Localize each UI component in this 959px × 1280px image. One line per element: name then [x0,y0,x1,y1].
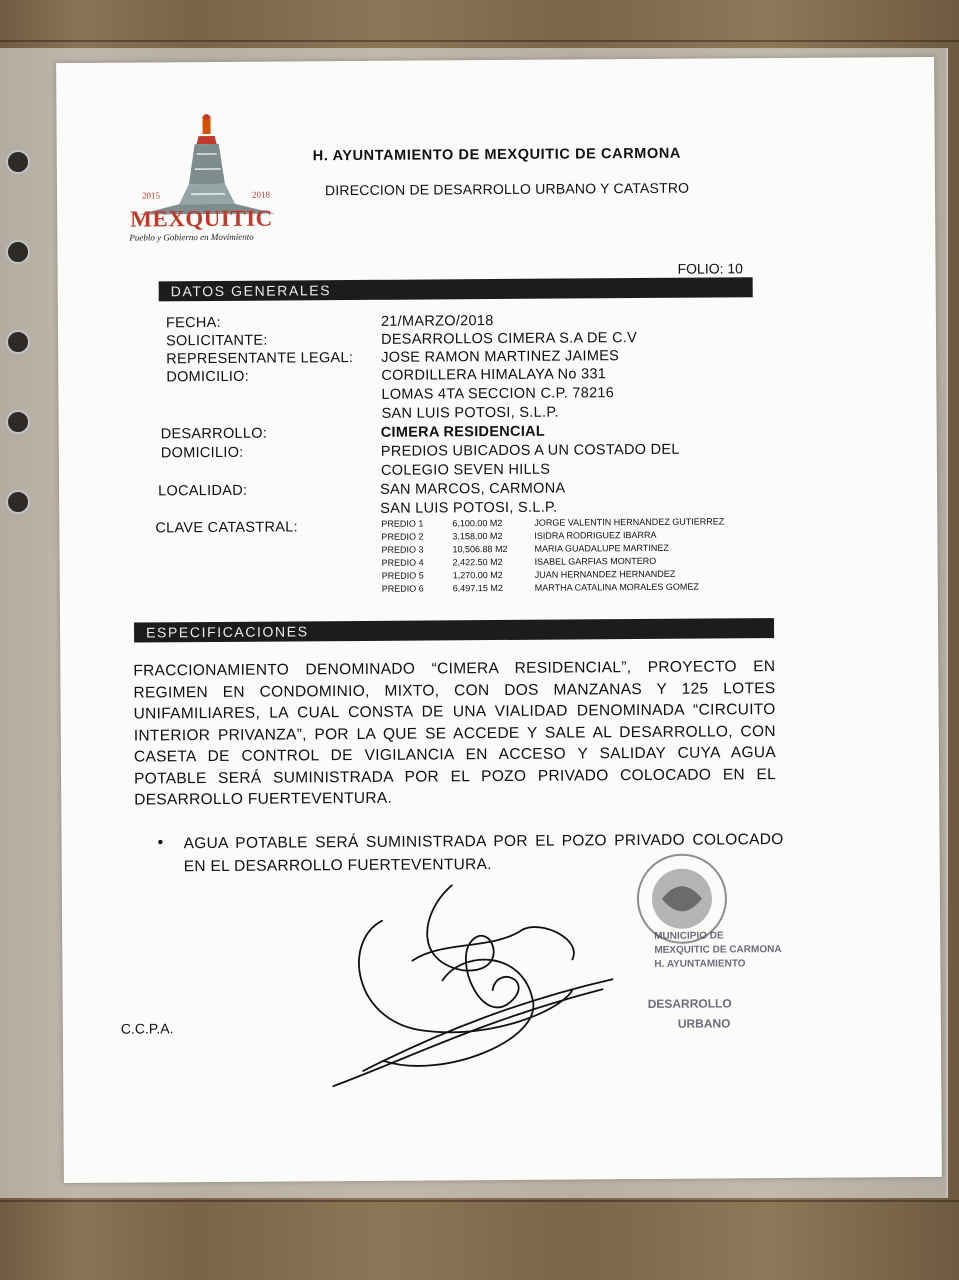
representante-value: JOSE RAMON MARTINEZ JAIMES [381,348,620,366]
document-page [56,57,942,1183]
domicilio-line-2: LOMAS 4TA SECCION C.P. 78216 [381,385,615,403]
predio-id: PREDIO 1 [381,518,424,529]
predio-area: 2,422.50 M2 [452,556,503,568]
folio-number: FOLIO: 10 [677,260,743,277]
domicilio-label: DOMICILIO: [166,368,250,386]
logo-motto: Pueblo y Gobierno en Movimiento [129,231,254,243]
predio-id: PREDIO 3 [381,544,424,555]
ccpa-label: C.C.P.A. [120,1020,174,1037]
solicitante-label: SOLICITANTE: [165,332,268,350]
predio-owner: ISABEL GARFIAS MONTERO [534,555,657,567]
fecha-label: FECHA: [165,314,221,332]
seal-text-2: MEXQUITIC DE CARMONA [654,944,782,956]
representante-label: REPRESENTANTE LEGAL: [166,350,354,368]
predio-owner: JORGE VALENTIN HERNANDEZ GUTIERREZ [534,516,725,528]
localidad-line-1: SAN MARCOS, CARMONA [380,480,566,498]
predio-area: 1,270.00 M2 [452,569,503,581]
specifications-paragraph: FRACCIONAMIENTO DENOMINADO “CIMERA RESIDENCIAL”, PROYECTO EN REGIMEN EN CONDOMINIO, MIXTO, CON DOS MANZANAS Y 125 LOTES UNIFAMILIARES, LA CUAL CONSTA DE UNA VIALIDAD DENOMINADA “CIRCUITO INTERIOR PRIVANZA”, POR LA QUE SE ACCEDE Y SALE AL DESARROLLO, CON CASETA DE CONTROL DE VIGILANCIA EN ACCESO Y SALIDAY CUYA AGUA POTABLE SERÁ SUMINISTRADA POR EL POZO PRIVADO COLOCADO EN EL DESARROLLO FUERTEVENTURA. [133,658,777,809]
localidad-label: LOCALIDAD: [158,482,248,500]
water-supply-bullet: AGUA POTABLE SERÁ SUMINISTRADA POR EL POZO PRIVADO COLOCADO EN EL DESARROLLO FUERTEVENTURA. [183,831,784,876]
section-header-general: DATOS GENERALES [159,277,753,301]
domicilio2-label: DOMICILIO: [160,444,244,462]
solicitante-value: DESARROLLOS CIMERA S.A DE C.V [380,330,638,348]
predio-owner: MARIA GUADALUPE MARTINEZ [534,542,669,554]
predio-area: 6,100.00 M2 [452,517,503,529]
predio-id: PREDIO 2 [381,531,424,542]
domicilio2-line-2: COLEGIO SEVEN HILLS [380,461,551,479]
wood-seam [0,40,959,42]
bullet-icon: • [157,834,164,852]
logo-name: MEXQUITIC [130,205,273,232]
domicilio-line-1: CORDILLERA HIMALAYA No 331 [381,366,607,384]
clave-catastral-label: CLAVE CATASTRAL: [155,519,298,537]
predio-area: 10,506.88 M2 [452,543,508,555]
localidad-line-2: SAN LUIS POTOSI, S.L.P. [380,499,558,517]
domicilio2-line-1: PREDIOS UBICADOS A UN COSTADO DEL [380,441,680,460]
domicilio-line-3: SAN LUIS POTOSI, S.L.P. [381,404,559,422]
predio-area: 3,158.00 M2 [452,530,503,542]
logo-year-start: 2015 [141,190,161,201]
predio-owner: JUAN HERNANDEZ HERNANDEZ [534,568,676,580]
stamp-text-2: URBANO [677,1016,731,1031]
section-header-specs: ESPECIFICACIONES [134,618,774,642]
dept-title: DIRECCION DE DESARROLLO URBANO Y CATASTRO [324,179,690,199]
logo-year-end: 2018 [251,189,271,200]
org-title: H. AYUNTAMIENTO DE MEXQUITIC DE CARMONA [312,145,682,165]
wood-seam [0,1200,959,1202]
predio-owner: ISIDRA RODRIGUEZ IBARRA [534,529,657,541]
predio-id: PREDIO 5 [381,570,424,581]
fecha-value: 21/MARZO/2018 [380,313,494,330]
desarrollo-value: CIMERA RESIDENCIAL [380,423,546,441]
seal-text-1: MUNICIPIO DE [654,930,724,942]
seal-text-3: H. AYUNTAMIENTO [654,958,746,970]
predio-area: 6,497.15 M2 [452,582,503,594]
signature-icon [322,879,624,1101]
predio-owner: MARTHA CATALINA MORALES GOMEZ [534,581,699,593]
stamp-text-1: DESARROLLO [647,996,732,1011]
predio-id: PREDIO 4 [381,557,424,568]
desarrollo-label: DESARROLLO: [160,425,268,443]
predio-id: PREDIO 6 [381,583,424,594]
